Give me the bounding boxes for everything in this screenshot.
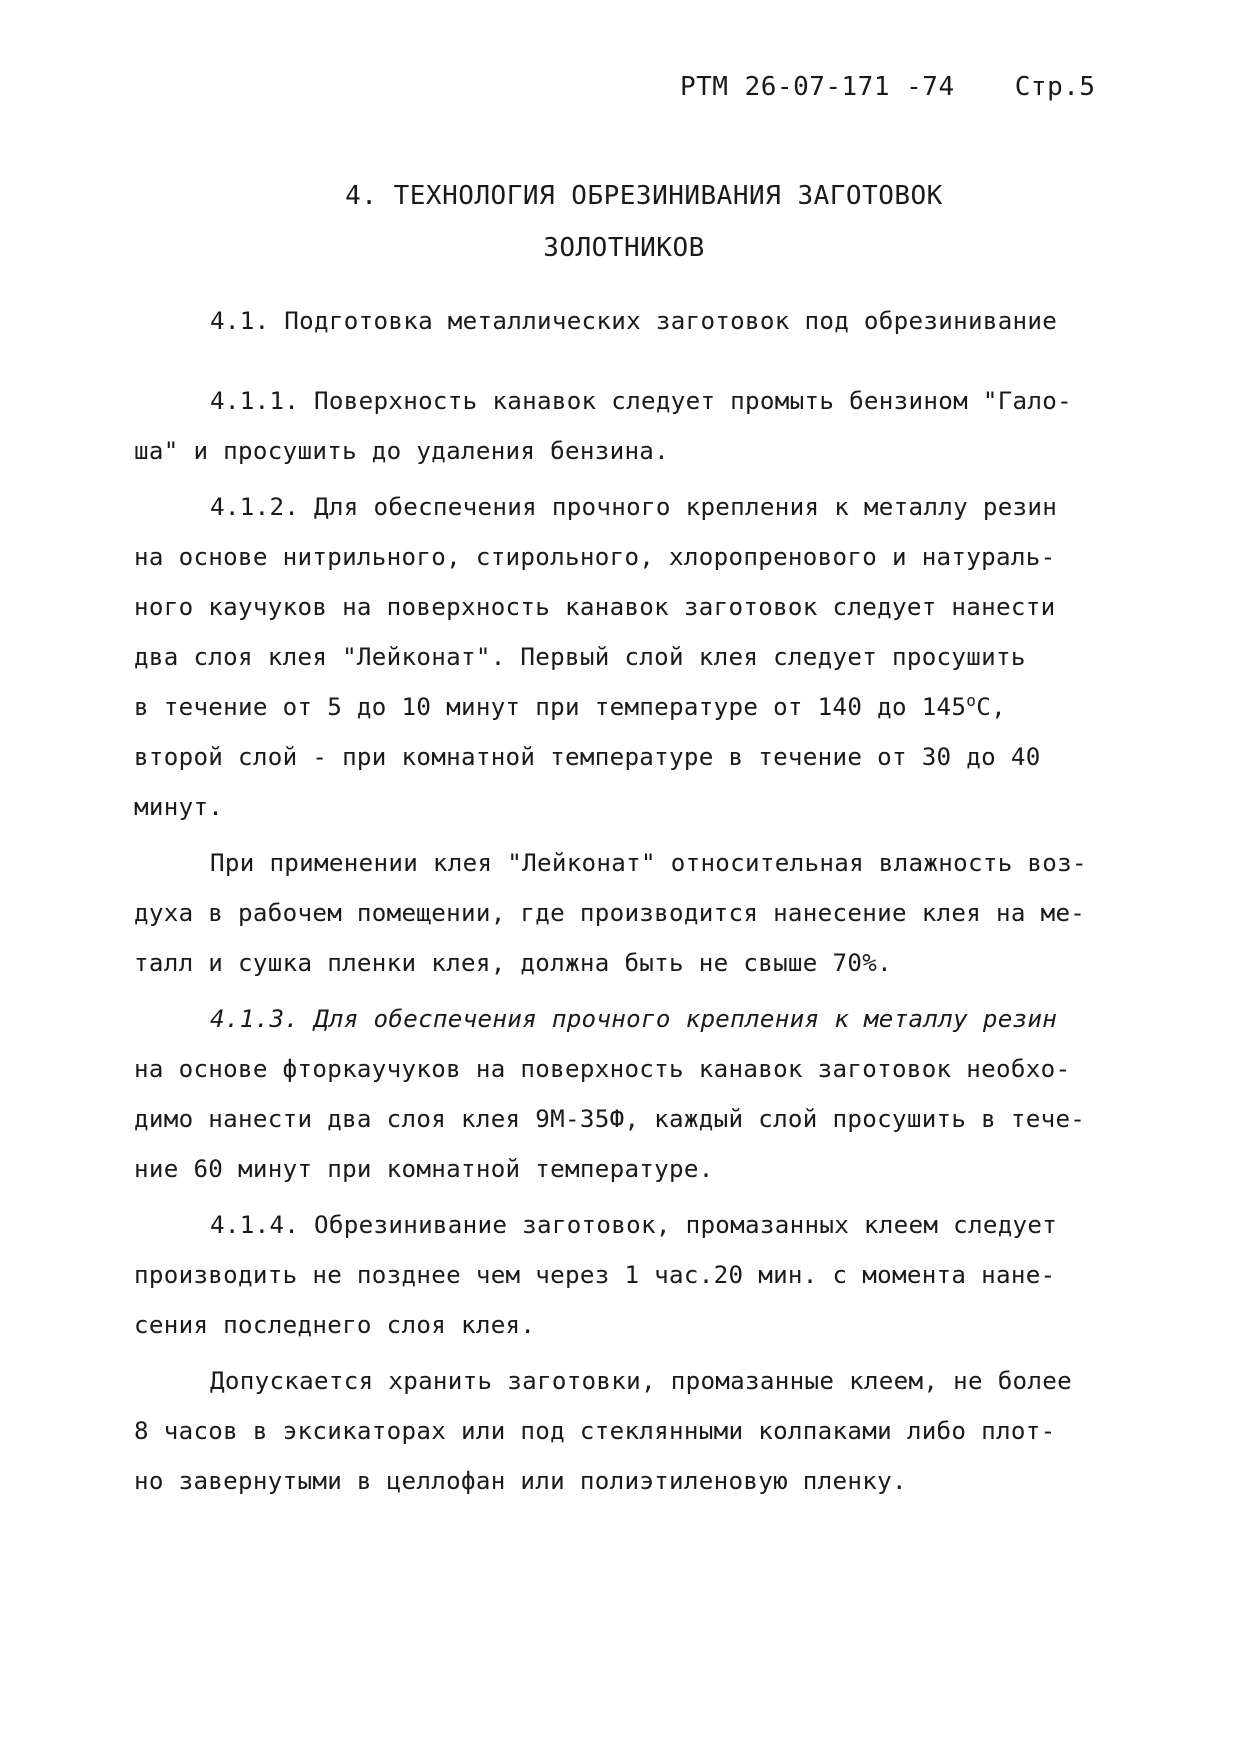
text-line: ние 60 минут при комнатной температуре.: [134, 1155, 714, 1183]
text-line: 8 часов в эксикаторах или под стеклянными колпаками либо плот-: [134, 1417, 1056, 1445]
text-line: Допускается хранить заготовки, промазанные клеем, не более: [210, 1367, 1073, 1395]
text-line: талл и сушка пленки клея, должна быть не свыше 70%.: [134, 949, 892, 977]
text-line: производить не позднее чем через 1 час.20 мин. с момента нане-: [134, 1261, 1056, 1289]
section-title-line-2: ЗОЛОТНИКОВ: [543, 233, 705, 263]
subsection-heading-text: 4.1. Подготовка металлических заготовок под обрезинивание: [210, 307, 1058, 335]
text-line-temperature: [134, 682, 1174, 732]
text-line: духа в рабочем помещении, где производится нанесение клея на ме-: [134, 899, 1086, 927]
text-line: на основе фторкаучуков на поверхность канавок заготовок необхо-: [134, 1055, 1071, 1083]
section-title-line-1: 4. ТЕХНОЛОГИЯ ОБРЕЗИНИВАНИЯ ЗАГОТОВОК: [345, 181, 943, 211]
subsection-heading: [134, 296, 1174, 346]
text-line: на основе нитрильного, стирольного, хлоропренового и натураль-: [134, 543, 1056, 571]
text-line: 4.1.3. Для обеспечения прочного крепления к металлу резин: [210, 1005, 1058, 1033]
text-line: сения последнего слоя клея.: [134, 1311, 536, 1339]
text-line: минут.: [134, 793, 224, 821]
page-number: Стр.5: [1014, 72, 1096, 102]
text-line: 4.1.2. Для обеспечения прочного крепления к металлу резин: [210, 493, 1058, 521]
body-text: [134, 296, 1174, 1512]
text-line: 4.1.4. Обрезинивание заготовок, промазанных клеем следует: [210, 1211, 1058, 1239]
document-number: РТМ 26-07-171 -74: [680, 72, 955, 102]
text-line: При применении клея "Лейконат" относительная влажность воз-: [210, 849, 1087, 877]
paragraph-leykonat-humidity: [134, 838, 1174, 988]
paragraph-4-1-2: [134, 482, 1174, 832]
degree-sign: о: [966, 690, 977, 710]
paragraph-4-1-1: [134, 376, 1174, 476]
page-header: [680, 72, 1120, 102]
text-line: но завернутыми в целлофан или полиэтиленовую пленку.: [134, 1467, 907, 1495]
text-line: ного каучуков на поверхность канавок заготовок следует нанести: [134, 593, 1056, 621]
paragraph-storage: [134, 1356, 1174, 1506]
text-line: 4.1.1. Поверхность канавок следует промыть бензином "Гало-: [210, 387, 1073, 415]
text-line: второй слой - при комнатной температуре в течение от 30 до 40: [134, 743, 1041, 771]
section-title: [0, 170, 1248, 274]
text-fragment: в течение от 5 до 10 минут при температуре от 140 до 145: [134, 693, 967, 721]
text-line: два слоя клея "Лейконат". Первый слой клея следует просушить: [134, 643, 1026, 671]
text-line: ша" и просушить до удаления бензина.: [134, 437, 670, 465]
temperature-unit: С,: [976, 693, 1006, 721]
paragraph-4-1-3: [134, 994, 1174, 1194]
paragraph-4-1-4: [134, 1200, 1174, 1350]
text-line: димо нанести два слоя клея 9М-35Ф, каждый слой просушить в тече-: [134, 1105, 1086, 1133]
